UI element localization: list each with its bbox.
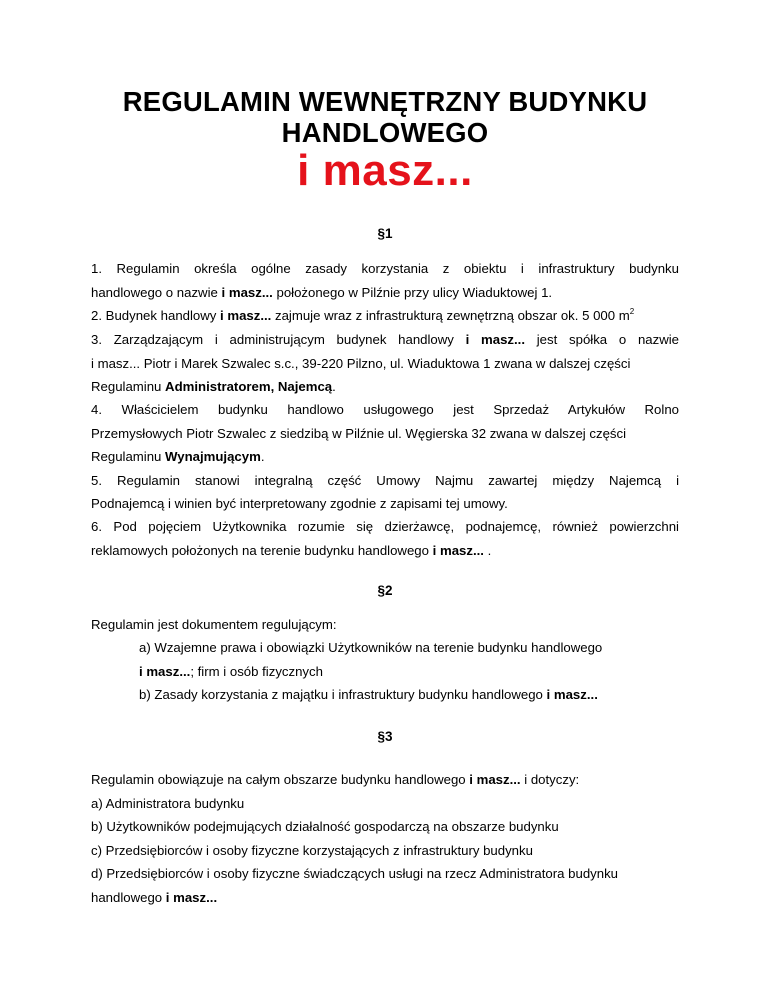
s1-paragraph-1-line-2: handlowego o nazwie i masz... położonego w Pilźnie przy ulicy Wiaduktowej 1. bbox=[91, 285, 553, 300]
s3-item-d-line-1: d) Przedsiębiorców i osoby fizyczne świadczących usługi na rzecz Administratora budynku bbox=[91, 866, 619, 881]
s2-item-b: b) Zasady korzystania z majątku i infrastruktury budynku handlowego i masz... bbox=[139, 687, 598, 702]
s1-paragraph-1-line-1: 1. Regulamin określa ogólne zasady korzystania z obiektu i infrastruktury budynku bbox=[91, 261, 679, 276]
s1-paragraph-2: 2. Budynek handlowy i masz... zajmuje wraz z infrastrukturą zewnętrzną obszar ok. 5 000 $m^2$ bbox=[91, 307, 635, 323]
s3-item-c: c) Przedsiębiorców i osoby fizyczne korzystających z infrastruktury budynku bbox=[91, 843, 533, 858]
s1-paragraph-3-line-2: i masz... Piotr i Marek Szwalec s.c., 39-220 Pilzno, ul. Wiaduktowa 1 zwana w dalszej części bbox=[91, 356, 631, 371]
s2-item-a-line-2: i masz...; firm i osób fizycznych bbox=[139, 664, 323, 679]
s2-intro: Regulamin jest dokumentem regulującym: bbox=[91, 617, 337, 632]
document-title-line-2: HANDLOWEGO bbox=[281, 117, 489, 148]
s3-item-a: a) Administratora budynku bbox=[91, 796, 245, 811]
s1-paragraph-4-line-1: 4. Właścicielem budynku handlowo usługowego jest Sprzedaż Artykułów Rolno bbox=[91, 402, 679, 417]
document-title-line-1: REGULAMIN WEWNĘTRZNY BUDYNKU bbox=[122, 86, 648, 117]
s3-item-b: b) Użytkowników podejmujących działalność gospodarczą na obszarze budynku bbox=[91, 819, 559, 834]
s3-item-d-line-2: handlowego i masz... bbox=[91, 890, 218, 905]
s1-paragraph-3-line-1: 3. Zarządzającym i administrującym budynek handlowy i masz... jest spółka o nazwie bbox=[91, 332, 679, 347]
s1-paragraph-3-line-3: Regulaminu Administratorem, Najemcą. bbox=[91, 379, 336, 394]
s1-paragraph-6-line-2: reklamowych położonych na terenie budynku handlowego i masz... . bbox=[91, 543, 492, 558]
section-1-heading: §1 bbox=[377, 226, 393, 241]
section-2-heading: §2 bbox=[377, 583, 393, 598]
brand-logo: i masz... bbox=[297, 146, 473, 195]
s1-paragraph-6-line-1: 6. Pod pojęciem Użytkownika rozumie się dzierżawcę, podnajemcę, również powierzchni bbox=[91, 519, 679, 534]
s2-item-a-line-1: a) Wzajemne prawa i obowiązki Użytkowników na terenie budynku handlowego bbox=[139, 640, 603, 655]
s1-paragraph-5-line-2: Podnajemcą i winien być interpretowany zgodnie z zapisami tej umowy. bbox=[91, 496, 508, 511]
s1-paragraph-4-line-3: Regulaminu Wynajmującym. bbox=[91, 449, 265, 464]
s3-intro: Regulamin obowiązuje na całym obszarze budynku handlowego i masz... i dotyczy: bbox=[91, 772, 580, 787]
s1-paragraph-5-line-1: 5. Regulamin stanowi integralną część Umowy Najmu zawartej między Najemcą i bbox=[91, 473, 679, 488]
section-3-heading: §3 bbox=[377, 729, 393, 744]
s1-paragraph-4-line-2: Przemysłowych Piotr Szwalec z siedzibą w Pilźnie ul. Węgierska 32 zwana w dalszej części bbox=[91, 426, 627, 441]
